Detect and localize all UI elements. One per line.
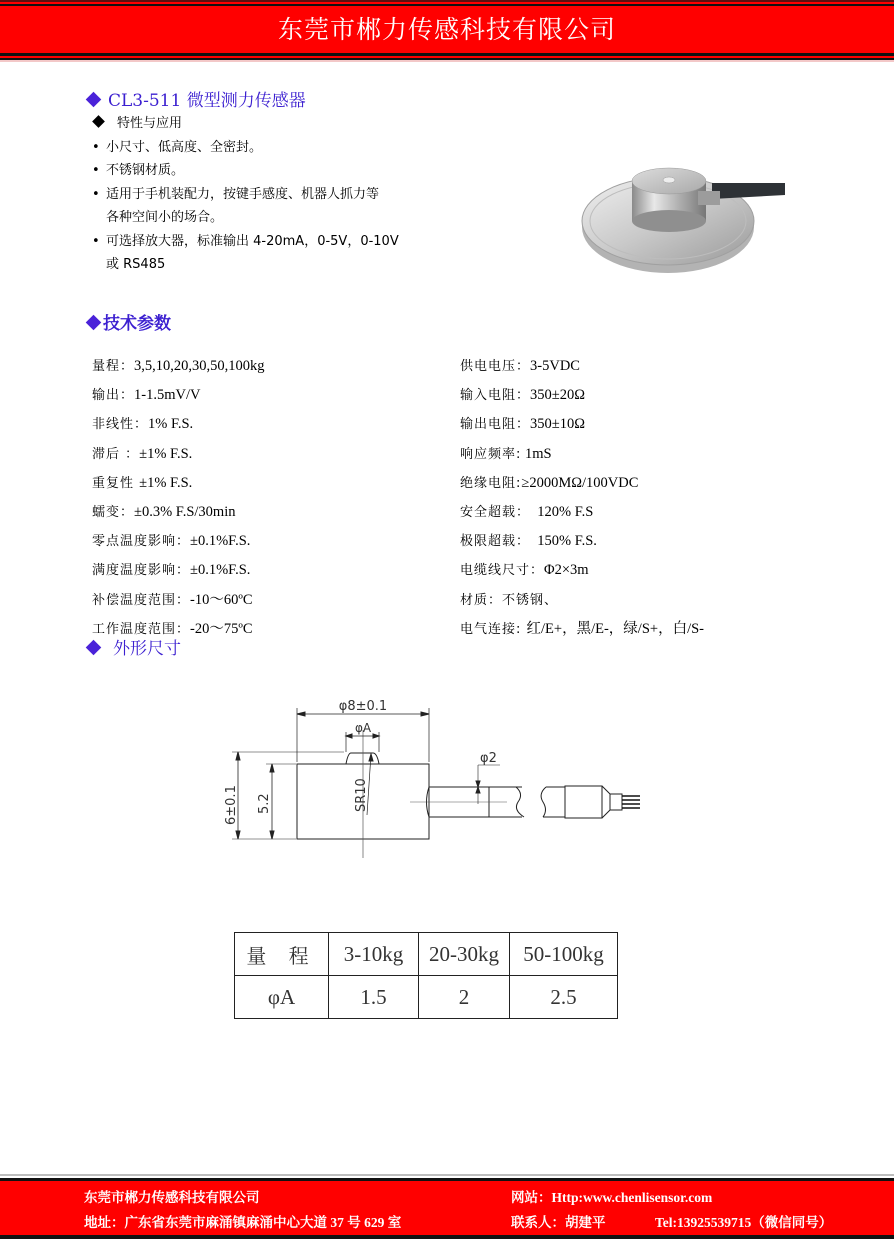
footer-rule [0,1235,894,1239]
cable-break [541,787,546,817]
spec-row [92,381,265,410]
feature-item-cont: 或 RS485 [106,257,166,272]
feature-text: 不锈钢材质。 [106,163,185,178]
spec-key: 蠕变： [92,505,135,521]
dimension-table [234,932,618,1019]
feature-item [92,183,399,207]
cable-gland [698,191,720,205]
spec-value: 1mS [521,445,552,462]
arrow-icon [369,754,373,761]
dimensions-heading-text: 外形尺寸 [113,639,181,659]
table-header-cell: 量 程 [235,933,329,976]
sensor-on-coin-photo [580,145,790,275]
spec-value: ±1% F.S. [139,474,193,491]
features-heading-text: 特性与应用 [117,116,183,131]
spec-row [460,556,704,585]
spec-key: 补偿温度范围： [92,592,191,608]
spec-key: 供电电压： [460,359,531,374]
features-list [92,112,399,277]
spec-value: -20～75ºC [190,620,253,637]
spec-row [92,556,265,585]
spec-key: 输出： [92,388,135,404]
spec-value: ±1% F.S. [139,445,193,462]
cable-tip [610,794,622,810]
spec-key: 满度温度影响： [92,563,191,579]
spec-key: 零点温度影响： [92,534,191,550]
spec-key: 绝缘电阻: [460,475,522,491]
sensor-bottom [632,210,706,232]
spec-value: 1% F.S. [148,416,194,433]
spec-row [460,586,704,615]
diamond-bullet-icon [86,315,102,331]
spec-row [460,381,704,410]
product-title [88,86,306,111]
spec-key: 材质： [460,592,503,608]
diamond-bullet-icon [92,115,105,128]
spec-value: 3,5,10,20,30,50,100kg [134,358,265,374]
feature-item [92,136,399,160]
spec-row [460,440,704,469]
sphere-radius-label: SR10 [354,778,369,812]
dimensions-heading [88,634,181,659]
spec-key: 滞后 ： [92,446,140,462]
spec-key: 安全超载： [460,505,531,521]
footer-tel: Tel:13925539715（微信同号） [655,1215,833,1230]
spec-row [460,410,704,439]
cable-break [516,787,524,817]
wire-leads [622,796,640,808]
feature-item-cont: 各种空间小的场合。 [106,210,224,225]
footer-rule [0,1174,894,1176]
spec-key: 极限超载： [460,534,531,550]
table-row [235,976,618,1019]
body-height-label: 5.2 [257,793,272,814]
spec-row [92,527,265,556]
footer-website-link[interactable]: 网站：Http:www.chenlisensor.com [511,1190,713,1205]
product-title-text: CL3-511 微型测力传感器 [108,91,306,111]
spec-value: ±0.1%F.S. [190,562,251,579]
table-header-row [235,933,618,976]
spec-row [92,498,265,527]
table-cell: 2 [419,976,510,1019]
dot-bullet-icon: • [92,186,100,202]
spec-value: 350±10Ω [530,416,585,433]
spec-row [92,586,265,615]
spec-row [460,498,704,527]
specs-heading [88,309,171,334]
spec-value: 350±20Ω [530,387,585,404]
feature-item [92,159,399,183]
button-diameter-label: φA [354,721,372,735]
cable-end-sleeve [565,786,602,818]
spec-row [92,469,265,498]
dot-bullet-icon: • [92,139,100,155]
spec-value: ±0.3% F.S/30min [134,504,236,521]
dimension-drawing [210,690,660,870]
spec-value: 150% F.S. [530,533,597,550]
spec-row [460,469,704,498]
feature-text: 小尺寸、低高度、全密封。 [106,139,263,155]
feature-text: 可选择放大器，标准输出 4-20mA，0-5V，0-10V [106,233,399,249]
sensor-button-outline [346,753,379,764]
table-cell: 1.5 [329,976,419,1019]
spec-key: 非线性： [92,417,149,433]
feature-item [92,230,399,254]
spec-row [92,352,265,381]
spec-value: ±0.1%F.S. [190,533,251,550]
sensor-button [663,177,675,183]
spec-row [460,527,704,556]
table-header-cell: 20-30kg [419,933,510,976]
footer-banner [0,1172,894,1239]
footer-address: 地址：广东省东莞市麻涌镇麻涌中心大道 37 号 629 室 [84,1215,402,1230]
footer-contact: 联系人：胡建平 [511,1215,606,1230]
outer-diameter-label: φ8±0.1 [338,699,388,714]
spec-value: Φ2×3m [544,562,589,579]
specs-heading-text: 技术参数 [103,314,171,334]
cable-taper [602,786,610,818]
spec-key: 电缆线尺寸： [460,563,545,579]
dot-bullet-icon: • [92,163,100,178]
total-height-label: 6±0.1 [224,785,239,825]
specs-left-column [92,352,265,644]
spec-value: -10～60ºC [190,591,253,608]
spec-row [92,440,265,469]
spec-key: 响应频率: [460,446,522,462]
cable [712,183,785,199]
spec-key: 输出电阻： [460,417,531,433]
diamond-bullet-icon [86,92,102,108]
header-rule [0,60,894,62]
company-title: 东莞市郴力传感科技有限公司 [277,15,616,44]
spec-key: 重复性 [92,475,140,491]
spec-row [460,352,704,381]
spec-value: 3-5VDC [530,358,580,374]
spec-value: 120% F.S [530,504,594,521]
features-heading [92,112,399,136]
table-header-cell: 50-100kg [510,933,618,976]
specs-right-column [460,352,704,644]
footer-company: 东莞市郴力传感科技有限公司 [84,1190,260,1205]
spec-key: 工作温度范围： [92,621,191,637]
spec-row [92,410,265,439]
spec-row [460,615,704,644]
spec-value: 红/E+，黑/E-，绿/S+，白/S- [526,620,704,637]
spec-value: 1-1.5mV/V [134,387,201,404]
feature-text: 适用于手机装配力，按键手感度、机器人抓力等 [106,186,380,202]
table-cell: 2.5 [510,976,618,1019]
spec-key: 电气连接: [460,621,527,637]
header-banner [0,0,894,64]
spec-key: 输入电阻： [460,388,531,404]
spec-value: ≥2000MΩ/100VDC [521,474,639,491]
diamond-bullet-icon [86,640,102,656]
table-header-cell: 3-10kg [329,933,419,976]
dot-bullet-icon: • [92,233,100,249]
spec-value: 不锈钢、 [502,592,559,608]
spec-key: 量程： [92,359,135,374]
table-cell: φA [235,976,329,1019]
cable-diameter-label: φ2 [480,751,497,766]
